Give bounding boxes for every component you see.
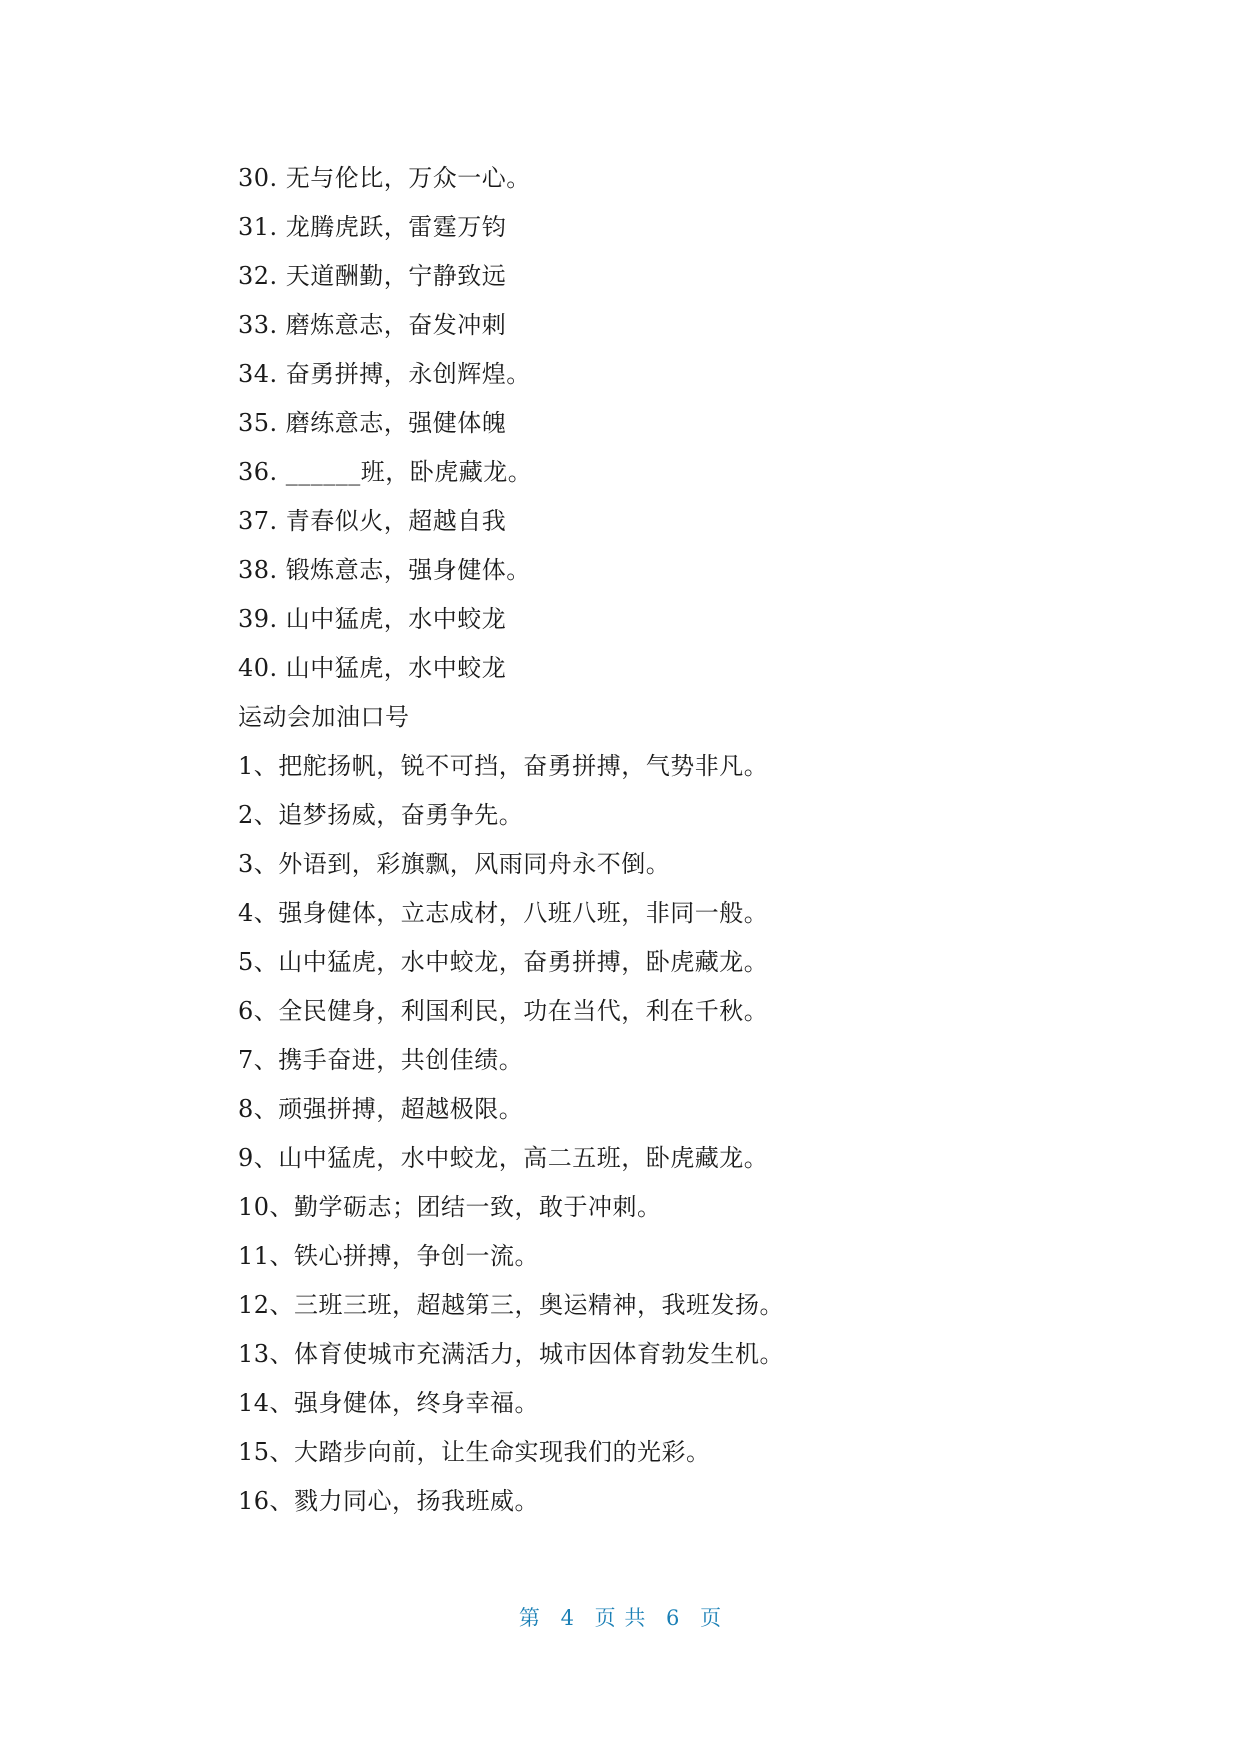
slogan-item-10: 10、勤学砺志；团结一致，敢于冲刺。 [238, 1193, 662, 1221]
slogan-item-4: 4、强身健体，立志成材，八班八班，非同一般。 [238, 899, 769, 927]
text-line-36: 36. ______班，卧虎藏龙。 [238, 458, 533, 486]
footer-suffix: 页 [700, 1606, 723, 1630]
slogan-item-8: 8、顽强拼搏，超越极限。 [238, 1095, 524, 1123]
document-body [238, 154, 1098, 1526]
text-line-30: 30. 无与伦比，万众一心。 [238, 164, 531, 192]
text-line-33: 33. 磨炼意志，奋发冲刺 [238, 311, 507, 339]
section-heading: 运动会加油口号 [238, 703, 410, 731]
text-line-32: 32. 天道酬勤，宁静致远 [238, 262, 507, 290]
slogan-item-3: 3、外语到，彩旗飘，风雨同舟永不倒。 [238, 850, 671, 878]
footer-prefix: 第 [518, 1606, 541, 1630]
slogan-item-12: 12、三班三班，超越第三，奥运精神，我班发扬。 [238, 1291, 785, 1319]
slogan-item-2: 2、追梦扬威，奋勇争先。 [238, 801, 524, 829]
slogan-item-9: 9、山中猛虎，水中蛟龙，高二五班，卧虎藏龙。 [238, 1144, 769, 1172]
slogan-item-11: 11、铁心拼搏，争创一流。 [238, 1242, 540, 1270]
text-line-34: 34. 奋勇拼搏，永创辉煌。 [238, 360, 531, 388]
footer-middle: 页 共 [594, 1606, 647, 1630]
slogan-item-6: 6、全民健身，利国利民，功在当代，利在千秋。 [238, 997, 769, 1025]
slogan-item-15: 15、大踏步向前，让生命实现我们的光彩。 [238, 1438, 711, 1466]
text-line-38: 38. 锻炼意志，强身健体。 [238, 556, 531, 584]
slogan-item-5: 5、山中猛虎，水中蛟龙，奋勇拼搏，卧虎藏龙。 [238, 948, 769, 976]
slogan-item-13: 13、体育使城市充满活力，城市因体育勃发生机。 [238, 1340, 785, 1368]
text-line-39: 39. 山中猛虎，水中蛟龙 [238, 605, 507, 633]
footer-total-pages: 6 [666, 1606, 681, 1630]
page-footer [0, 1602, 1241, 1632]
text-line-40: 40. 山中猛虎，水中蛟龙 [238, 654, 507, 682]
text-line-31: 31. 龙腾虎跃，雷霆万钧 [238, 213, 507, 241]
slogan-item-7: 7、携手奋进，共创佳绩。 [238, 1046, 524, 1074]
slogan-item-14: 14、强身健体，终身幸福。 [238, 1389, 540, 1417]
slogan-item-16: 16、戮力同心，扬我班威。 [238, 1487, 540, 1515]
text-line-37: 37. 青春似火，超越自我 [238, 507, 507, 535]
footer-current-page: 4 [560, 1606, 575, 1630]
slogan-item-1: 1、把舵扬帆，锐不可挡，奋勇拼搏，气势非凡。 [238, 752, 769, 780]
text-line-35: 35. 磨练意志，强健体魄 [238, 409, 507, 437]
